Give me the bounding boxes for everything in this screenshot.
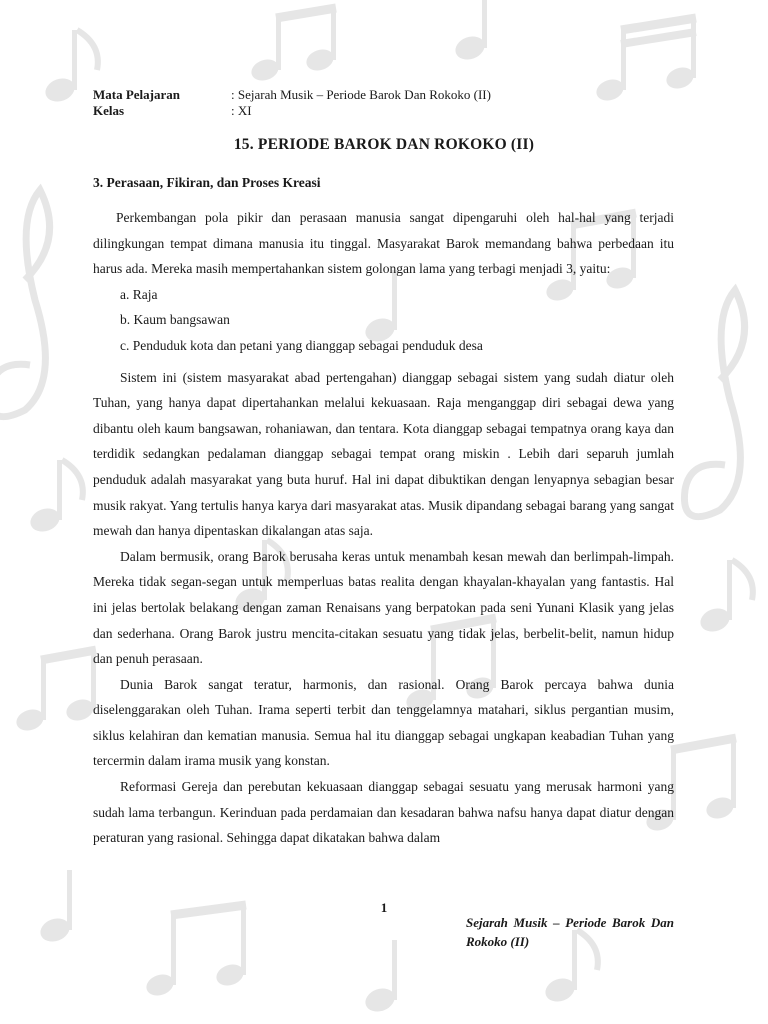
subject-label: Mata Pelajaran bbox=[93, 87, 181, 102]
paragraph-2: Sistem ini (sistem masyarakat abad pertengahan) dianggap sebagai sistem yang sudah diatur oleh Tuhan, yang hanya dapat dipertahankan melalui kekuasaan. Raja menganggap diri sebagai dewa yang dibantu oleh kaum bangsawan, rohaniawan, dan tentara. Kota dianggap sebagai tempatnya orang kaya dan terdidik sedangkan pedalaman dianggap sebagai tempat orang miskin . Lebih dari separuh jumlah penduduk adalah masyarakat yang buta huruf. Hal ini dapat dibuktikan dengan lenyapnya sebagian besar musik rakyat. Yang tertulis hanya karya dari masyarakat atas. Musik dipandang sebagai barang yang sangat mewah dan hanya dipentaskan dikalangan atas saja. bbox=[93, 369, 674, 539]
document-title: 15. PERIODE BAROK DAN ROKOKO (II) bbox=[233, 136, 535, 153]
subject-value: : Sejarah Musik – Periode Barok Dan Rokoko (II) bbox=[231, 87, 491, 102]
paragraph-1: Perkembangan pola pikir dan perasaan manusia sangat dipengaruhi oleh hal-hal yang terjadi dilingkungan tempat dimana manusia itu tinggal. Masyarakat Barok memandang bahwa perbedaan itu harus ada. Mereka masih mempertahankan sistem golongan lama yang terbagi menjadi 3, yaitu: bbox=[93, 210, 674, 277]
list-item: a. Raja bbox=[120, 286, 158, 302]
paragraph-4: Dunia Barok sangat teratur, harmonis, dan rasional. Orang Barok percaya bahwa dunia diselenggarakan oleh Tuhan. Irama seperti terbit dan tenggelamnya matahari, siklus pergantian musim, siklus kelahiran dan kematian manusia. Semua hal itu dianggap sebagai ungkapan keabadian Tuhan yang tercermin dalam irama musik yang konstan. bbox=[93, 676, 674, 769]
paragraph-3: Dalam bermusik, orang Barok berusaha keras untuk menambah kesan mewah dan berlimpah-limpah. Mereka tidak segan-segan untuk memperluas batas realita dengan khayalan-khayalan yang fantastis. Hal ini jelas bertolak belakang dengan zaman Renaisans yang berpatokan pada seni Yunani Klasik yang jelas dan sederhana. Orang Barok justru mencita-citakan sesuatu yang tidak jelas, berbelit-belit, namun hidup dan penuh perasaan. bbox=[93, 548, 674, 667]
class-list bbox=[93, 282, 674, 359]
section-heading: 3. Perasaan, Fikiran, dan Proses Kreasi bbox=[93, 175, 321, 190]
page-number: 1 bbox=[380, 900, 388, 915]
body-text bbox=[93, 205, 674, 851]
class-value: : XI bbox=[231, 103, 252, 118]
list-item: b. Kaum bangsawan bbox=[120, 312, 230, 328]
list-item: c. Penduduk kota dan petani yang dianggap sebagai penduduk desa bbox=[120, 337, 483, 353]
running-footer: Sejarah Musik – Periode Barok Dan Rokoko (II) bbox=[466, 915, 674, 949]
class-label: Kelas bbox=[93, 103, 125, 118]
paragraph-5: Reformasi Gereja dan perebutan kekuasaan dianggap sebagai sesuatu yang merusak harmoni yang sudah lama terbangun. Kerinduan pada perdamaian dan kesadaran bahwa nafsu hanya dapat diatur dengan peraturan yang rasional. Sehingga dapat dikatakan bahwa dalam bbox=[93, 779, 674, 846]
